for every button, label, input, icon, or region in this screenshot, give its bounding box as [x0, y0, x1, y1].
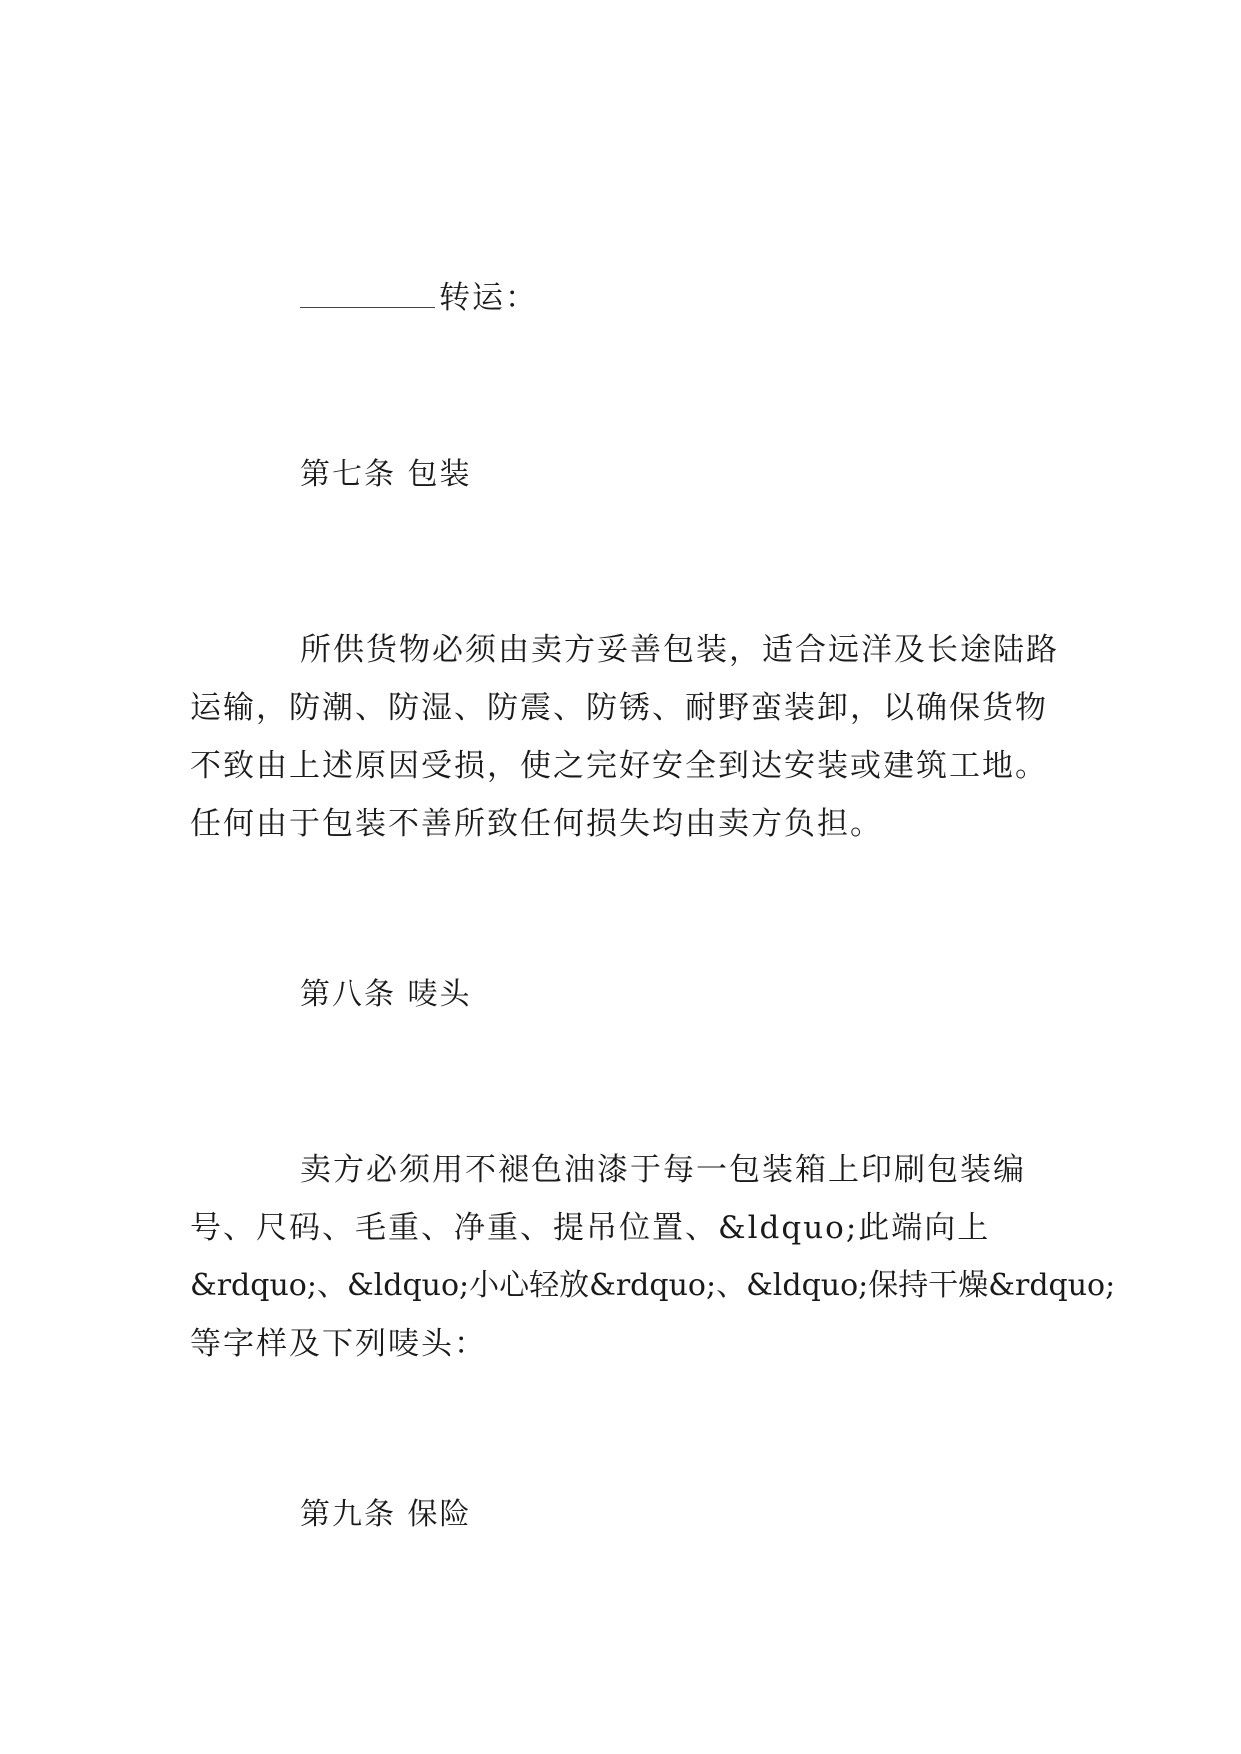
article-8-line-3: &rdquo;、&ldquo;小心轻放&rdquo;、&ldquo;保持干燥&rdquo;: [190, 1268, 1116, 1303]
article-9-heading: 第九条 保险: [300, 1497, 472, 1532]
article-8-line-1: 卖方必须用不褪色油漆于每一包装箱上印刷包装编: [300, 1152, 1026, 1188]
article-8-heading: 第八条 唛头: [300, 977, 472, 1012]
article-7-line-3: 不致由上述原因受损，使之完好安全到达安装或建筑工地。: [190, 748, 1048, 784]
transshipment-line: [300, 278, 538, 318]
fill-in-blank[interactable]: [300, 281, 435, 308]
article-8-line-2: 号、尺码、毛重、净重、提吊位置、&ldquo;此端向上: [190, 1210, 991, 1246]
transshipment-label: 转运：: [439, 280, 538, 316]
article-7-line-2: 运输，防潮、防湿、防震、防锈、耐野蛮装卸，以确保货物: [190, 690, 1048, 726]
article-7-line-4: 任何由于包装不善所致任何损失均由卖方负担。: [190, 806, 883, 842]
article-8-line-4: 等字样及下列唛头：: [190, 1326, 487, 1362]
article-7-heading: 第七条 包装: [300, 457, 472, 492]
article-7-line-1: 所供货物必须由卖方妥善包装，适合远洋及长途陆路: [300, 632, 1059, 668]
